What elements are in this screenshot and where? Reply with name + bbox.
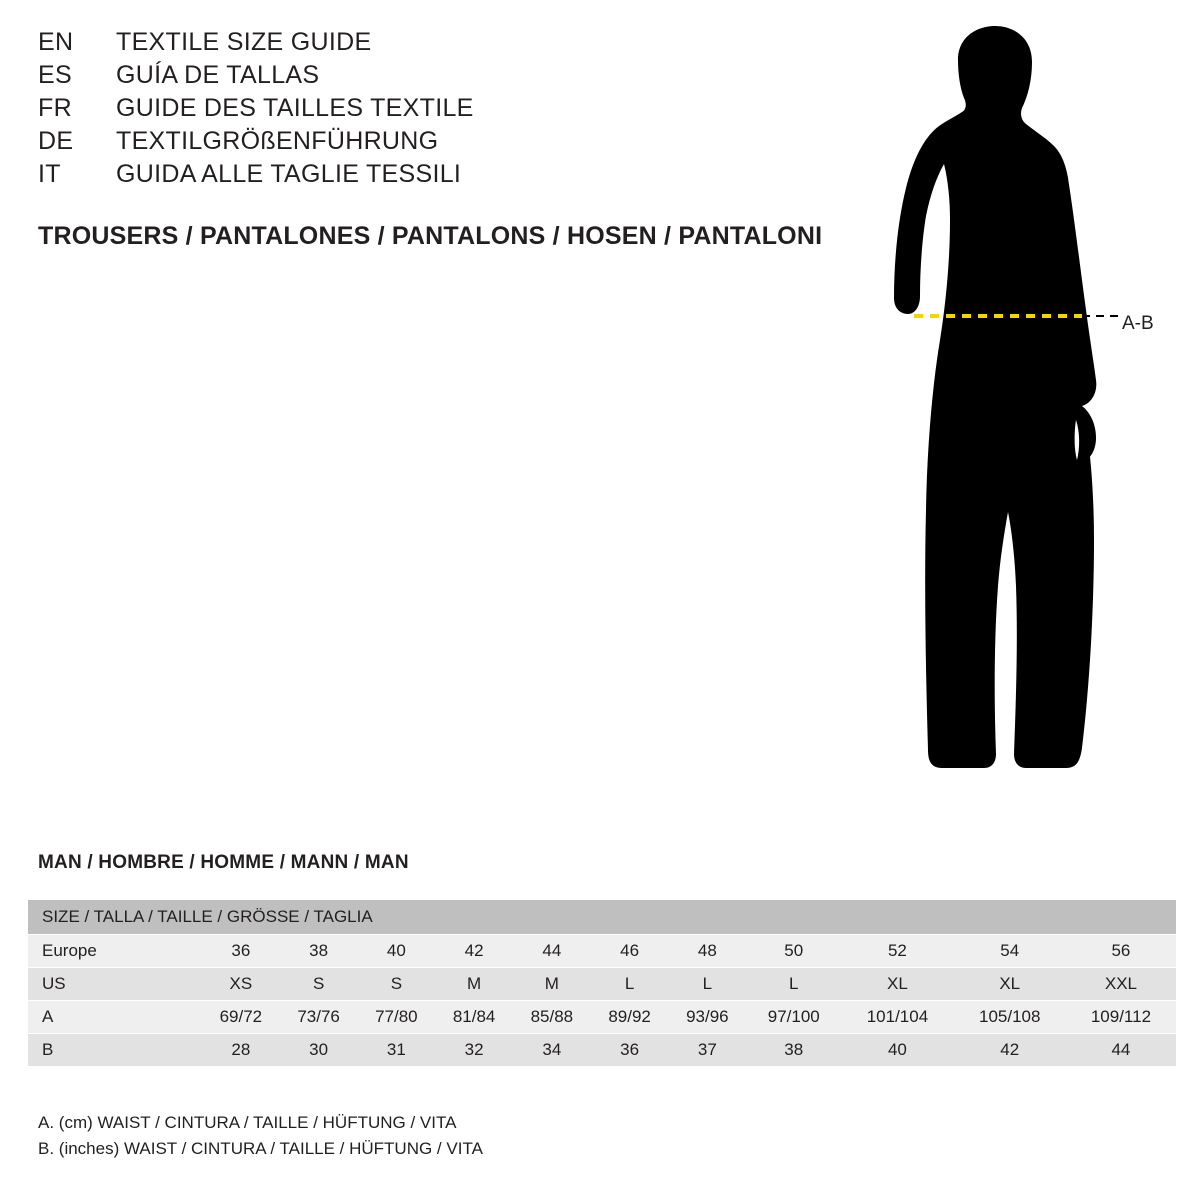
table-cell: 56 — [1066, 935, 1176, 968]
table-cell: 36 — [591, 1034, 669, 1067]
language-row — [38, 94, 798, 127]
table-cell: 69/72 — [202, 1001, 280, 1034]
table-cell: 81/84 — [435, 1001, 513, 1034]
row-label: B — [28, 1034, 202, 1067]
table-cell: 36 — [202, 935, 280, 968]
garment-type-title: TROUSERS / PANTALONES / PANTALONS / HOSEN / PANTALONI — [38, 222, 823, 250]
table-header-label: SIZE / TALLA / TAILLE / GRÖSSE / TAGLIA — [28, 900, 1176, 935]
table-cell: XL — [954, 968, 1066, 1001]
table-cell: 97/100 — [746, 1001, 841, 1034]
language-row — [38, 160, 798, 193]
table-cell: 38 — [746, 1034, 841, 1067]
table-cell: M — [513, 968, 591, 1001]
table-cell: 40 — [841, 1034, 953, 1067]
language-code: EN — [38, 28, 74, 56]
table-cell: 34 — [513, 1034, 591, 1067]
size-table — [28, 900, 1176, 1067]
table-cell: 54 — [954, 935, 1066, 968]
table-cell: XXL — [1066, 968, 1176, 1001]
table-cell: 44 — [513, 935, 591, 968]
language-text: TEXTILGRÖßENFÜHRUNG — [116, 127, 439, 155]
row-label: US — [28, 968, 202, 1001]
table-cell: M — [435, 968, 513, 1001]
language-row — [38, 28, 798, 61]
language-text: GUÍA DE TALLAS — [116, 61, 320, 89]
table-header-row — [28, 900, 1176, 935]
table-cell: 40 — [358, 935, 436, 968]
table-cell: 38 — [280, 935, 358, 968]
language-code: FR — [38, 94, 72, 122]
table-cell: S — [358, 968, 436, 1001]
table-cell: 101/104 — [841, 1001, 953, 1034]
note-b: B. (inches) WAIST / CINTURA / TAILLE / HÜFTUNG / VITA — [38, 1139, 483, 1158]
row-label: Europe — [28, 935, 202, 968]
table-row — [28, 1034, 1176, 1067]
language-row — [38, 61, 798, 94]
table-row — [28, 935, 1176, 968]
table-cell: L — [591, 968, 669, 1001]
table-section-title: MAN / HOMBRE / HOMME / MANN / MAN — [38, 852, 409, 873]
language-row — [38, 127, 798, 160]
table-cell: XL — [841, 968, 953, 1001]
table-cell: XS — [202, 968, 280, 1001]
table-cell: L — [746, 968, 841, 1001]
language-code: ES — [38, 61, 72, 89]
silhouette-shape — [894, 26, 1096, 768]
table-cell: 31 — [358, 1034, 436, 1067]
language-list — [38, 28, 798, 193]
table-cell: 28 — [202, 1034, 280, 1067]
male-silhouette-figure — [790, 20, 1190, 800]
table-cell: 89/92 — [591, 1001, 669, 1034]
table-cell: 50 — [746, 935, 841, 968]
language-text: GUIDE DES TAILLES TEXTILE — [116, 94, 474, 122]
row-label: A — [28, 1001, 202, 1034]
table-row — [28, 1001, 1176, 1034]
table-cell: 77/80 — [358, 1001, 436, 1034]
table-cell: L — [669, 968, 747, 1001]
table-cell: 85/88 — [513, 1001, 591, 1034]
table-cell: 44 — [1066, 1034, 1176, 1067]
table-cell: 48 — [669, 935, 747, 968]
language-code: DE — [38, 127, 74, 155]
table-cell: S — [280, 968, 358, 1001]
table-cell: 73/76 — [280, 1001, 358, 1034]
table-cell: 52 — [841, 935, 953, 968]
table-cell: 42 — [435, 935, 513, 968]
language-code: IT — [38, 160, 61, 188]
table-cell: 42 — [954, 1034, 1066, 1067]
table-row — [28, 968, 1176, 1001]
measure-label-ab: A-B — [1122, 313, 1154, 334]
measurement-notes — [38, 1110, 483, 1162]
table-cell: 32 — [435, 1034, 513, 1067]
language-text: TEXTILE SIZE GUIDE — [116, 28, 372, 56]
language-text: GUIDA ALLE TAGLIE TESSILI — [116, 160, 462, 188]
note-a: A. (cm) WAIST / CINTURA / TAILLE / HÜFTUNG / VITA — [38, 1113, 457, 1132]
table-cell: 105/108 — [954, 1001, 1066, 1034]
table-cell: 93/96 — [669, 1001, 747, 1034]
table-cell: 30 — [280, 1034, 358, 1067]
table-cell: 46 — [591, 935, 669, 968]
table-cell: 37 — [669, 1034, 747, 1067]
table-cell: 109/112 — [1066, 1001, 1176, 1034]
